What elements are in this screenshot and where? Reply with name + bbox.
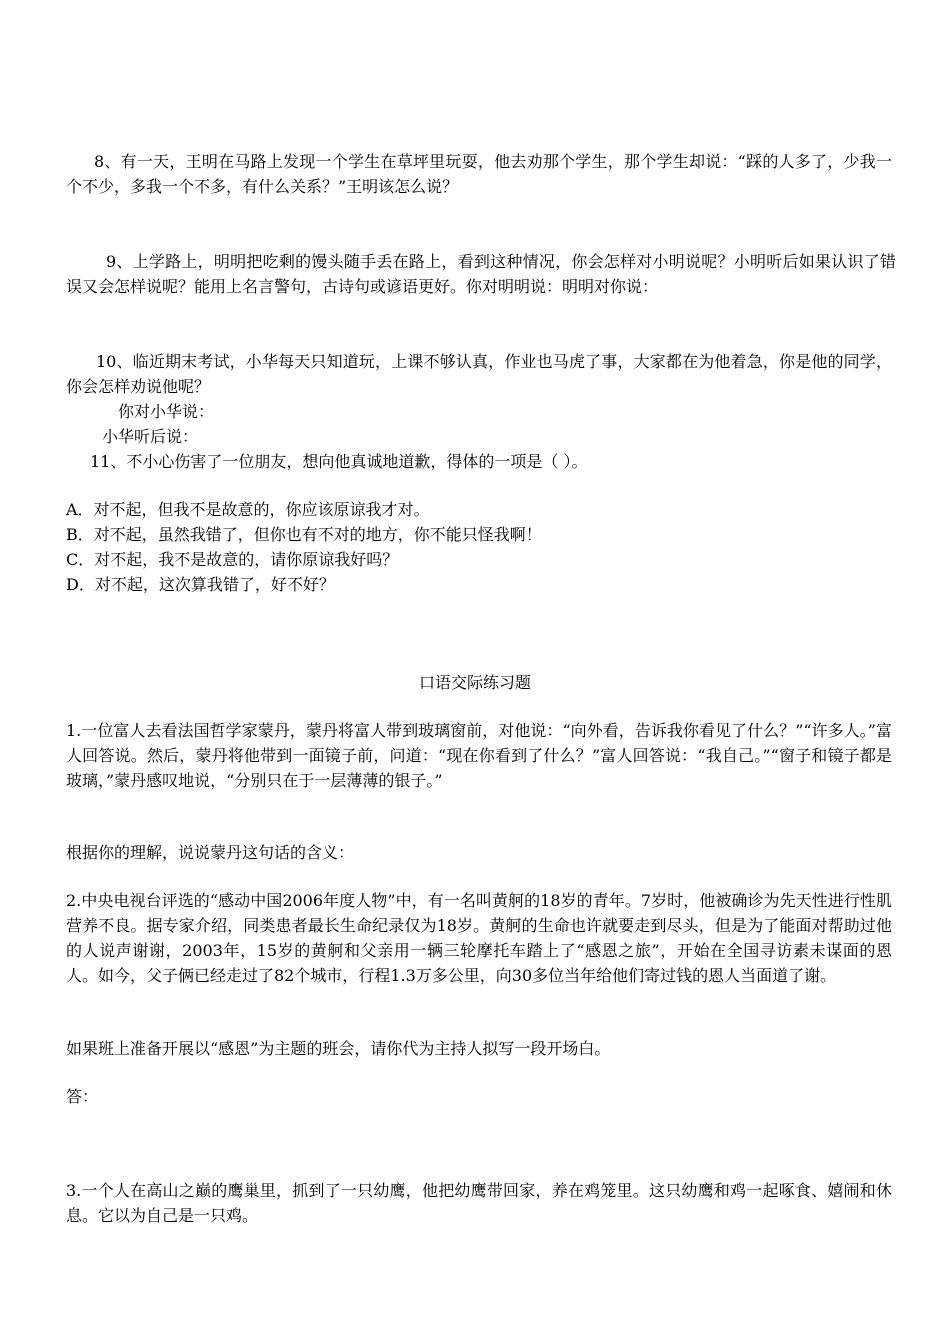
question-11-option-d: D．对不起，这次算我错了，好不好？ xyxy=(66,575,335,594)
passage-2-question: 如果班上准备开展以“感恩”为主题的班会，请你代为主持人拟写一段开场白。 xyxy=(66,1039,611,1058)
question-9: 9、上学路上，明明把吃剩的馒头随手丢在路上，看到这种情况，你会怎样对小明说呢？小明听后如果认识了错误又会怎样说呢？能用上名言警句，古诗句或谚语更好。你对明明说：明明对你说： xyxy=(66,252,896,296)
question-11-option-c: C．对不起，我不是故意的，请你原谅我好吗？ xyxy=(66,550,399,569)
passage-1: 1.一位富人去看法国哲学家蒙丹，蒙丹将富人带到玻璃窗前，对他说：“向外看，告诉我你看见了什么？”“许多人。”富人回答说。然后，蒙丹将他带到一面镜子前，问道：“现在你看到了什么？”富人回答说：“我自己。”“窗子和镜子都是玻璃，”蒙丹感叹地说，“分别只在于一层薄薄的银子。” xyxy=(66,721,892,790)
question-11-option-b: B．对不起，虽然我错了，但你也有不对的地方，你不能只怪我啊！ xyxy=(66,525,542,544)
section-title: 口语交际练习题 xyxy=(418,673,531,692)
passage-3: 3.一个人在高山之巅的鹰巢里，抓到了一只幼鹰，他把幼鹰带回家，养在鸡笼里。这只幼鹰和鸡一起啄食、嬉闹和休息。它以为自己是一只鸡。 xyxy=(66,1181,892,1225)
question-10-hua-says: 小华听后说： xyxy=(102,427,199,446)
question-10: 10、临近期末考试，小华每天只知道玩，上课不够认真，作业也马虎了事，大家都在为他着急，你是他的同学，你会怎样劝说他呢？ xyxy=(66,352,892,396)
question-11: 11、不小心伤害了一位朋友，想向他真诚地道歉，得体的一项是（ ）。 xyxy=(90,452,588,471)
question-8: 8、有一天，王明在马路上发现一个学生在草坪里玩耍，他去劝那个学生，那个学生却说：“踩的人多了，少我一个不少，多我一个不多，有什么关系？”王明该怎么说？ xyxy=(66,152,892,196)
question-10-you-say: 你对小华说： xyxy=(118,402,215,421)
passage-2: 2.中央电视台评选的“感动中国2006年度人物”中，有一名叫黄舸的18岁的青年。7岁时，他被确诊为先天性进行性肌营养不良。据专家介绍，同类患者最长生命纪录仅为18岁。黄舸的生命也许就要走到尽头，但是为了能面对帮助过他的人说声谢谢，2003年，15岁的黄舸和父亲用一辆三轮摩托车踏上了“感恩之旅”，开始在全国寻访素未谋面的恩人。如今，父子俩已经走过了82个城市，行程1.3万多公里，向30多位当年给他们寄过钱的恩人当面道了谢。 xyxy=(66,891,892,985)
question-11-option-a: A．对不起，但我不是故意的，你应该原谅我才对。 xyxy=(66,500,430,519)
passage-1-question: 根据你的理解，说说蒙丹这句话的含义： xyxy=(66,843,355,862)
passage-2-answer-label: 答： xyxy=(66,1087,99,1106)
